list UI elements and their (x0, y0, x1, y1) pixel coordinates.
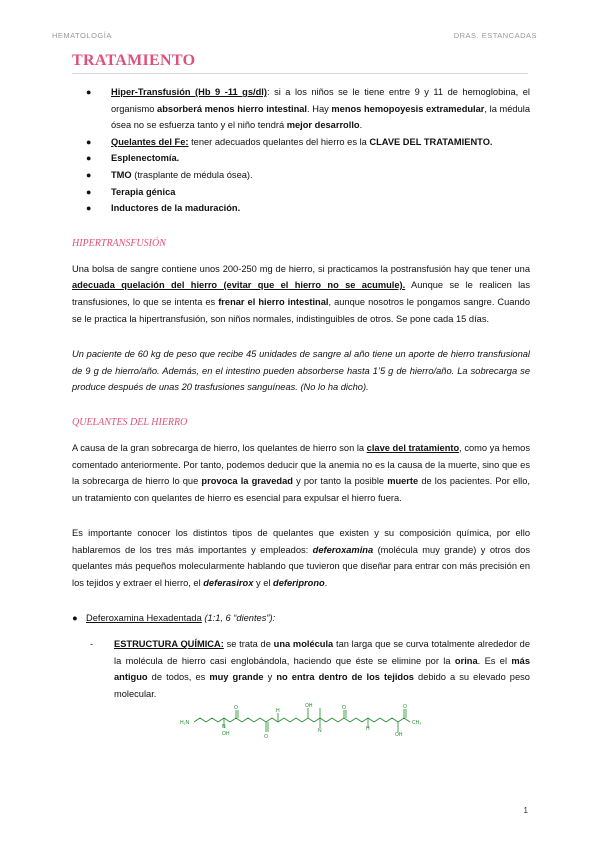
list-item: ● Inductores de la maduración. (86, 200, 530, 217)
list-item: ● TMO (trasplante de médula ósea). (86, 167, 530, 184)
list-item-deferoxamina: ● Deferoxamina Hexadentada (1:1, 6 “dientes”): (72, 610, 530, 627)
list-item: ● Terapia génica (86, 184, 530, 201)
header-left: HEMATOLOGÍA (52, 31, 112, 40)
paragraph: A causa de la gran sobrecarga de hierro, los quelantes de hierro son la clave del tratamiento, como ya hemos comentado anteriormente. Por tanto, podemos deducir que la anemia no es la causa de la muerte, sino que es la sobrecarga de hierro lo que provoca la gravedad y por tanto la posible muerte de los pacientes. Por ello, un tratamiento con quelantes de hierro es esencial para expulsar el hierro fuera. (72, 442, 530, 503)
label-o: O (342, 705, 346, 711)
paragraph-example: Un paciente de 60 kg de peso que recibe 45 unidades de sangre al año tiene un aporte de hierro transfusional de 9 g de hierro/año. Además, en el intestino pueden absorberse hasta 1’5 g de hierro/año. La sobrecarga se produce después de unas 20 trasfusiones sanguíneas. (No lo ha dicho). (72, 349, 530, 393)
list-item: ● Esplenectomía. (86, 150, 530, 167)
bullet-icon: ● (86, 87, 92, 97)
bullet-icon: ● (86, 203, 92, 214)
bullet-icon: ● (86, 153, 92, 164)
page-title: TRATAMIENTO (72, 52, 196, 69)
dash-icon: - (90, 639, 94, 650)
label-n: N (222, 724, 226, 730)
list-item: ● Hiper-Transfusión (Hb 9 -11 gs/dl): si a los niños se le tiene entre 9 y 11 de hemoglobina, el organismo absorberá menos hierro intestinal. Hay menos hemopoyesis extramedular, la médula ósea no se esfuerza tanto y el niño tendrá mejor desarrollo. (86, 84, 530, 134)
label-oh: OH (395, 732, 403, 738)
page-number: 1 (523, 806, 528, 815)
label-h: H (276, 708, 280, 714)
label-o: O (234, 705, 238, 711)
bullet-icon: ● (86, 186, 92, 197)
bullet-icon: ● (72, 612, 78, 623)
deferoxamine-structure-diagram (178, 700, 428, 746)
list-item-estructura: - ESTRUCTURA QUÍMICA: se trata de una molécula tan larga que se curva totalmente alrededor de la molécula de hierro casi englobándola, haciendo que éste se elimine por la orina. Es el más antiguo de todos, es muy grande y no entra dentro de los tejidos debido a su elevado peso molecular. (72, 636, 530, 702)
section-heading-quelantes: QUELANTES DEL HIERRO (72, 416, 188, 428)
label-o: O (403, 704, 407, 710)
label-o: O (264, 734, 268, 740)
paragraph: Una bolsa de sangre contiene unos 200-250 mg de hierro, si practicamos la postransfusión hay que tener una adecuada quelación del hierro (evitar que el hierro no se acumule). Aunque se le realicen las transfusiones, lo que se intenta es frenar el hierro intestinal, aunque nosotros le pongamos sangre. Cuando se le practica la hipertransfusión, son niños normales, indistinguibles de otros. Se pone cada 15 días. (72, 263, 530, 324)
label-h: H (366, 726, 370, 732)
bullet-icon: ● (86, 136, 92, 147)
title-divider (72, 73, 528, 74)
paragraph: Es importante conocer los distintos tipos de quelantes que existen y su composición química, por ello hablaremos de los tres más importantes y empleados: deferoxamina (molécula muy grande) y otros dos quelantes más pequeños molecularmente hablando que tuvieron que diseñar para entrar con más precisión en los tejidos y extraer el hierro, el deferasirox y el deferiprono. (72, 528, 530, 589)
label-ch3: CH₃ (412, 720, 422, 726)
label-h2n: H₂N (180, 720, 190, 726)
treatment-list (72, 84, 530, 217)
document-body (72, 84, 530, 703)
bullet-icon: ● (86, 169, 92, 180)
header-right: DRAS. ESTANCADAS (453, 31, 537, 40)
molecule-bonds (194, 708, 410, 732)
label-oh: OH (305, 703, 313, 709)
list-item: ● Quelantes del Fe: tener adecuados quelantes del hierro es la CLAVE DEL TRATAMIENTO. (86, 134, 530, 151)
label-oh: OH (222, 731, 230, 737)
section-heading-hipertransfusion: HIPERTRANSFUSIÓN (72, 237, 166, 249)
label-n: N (318, 728, 322, 734)
